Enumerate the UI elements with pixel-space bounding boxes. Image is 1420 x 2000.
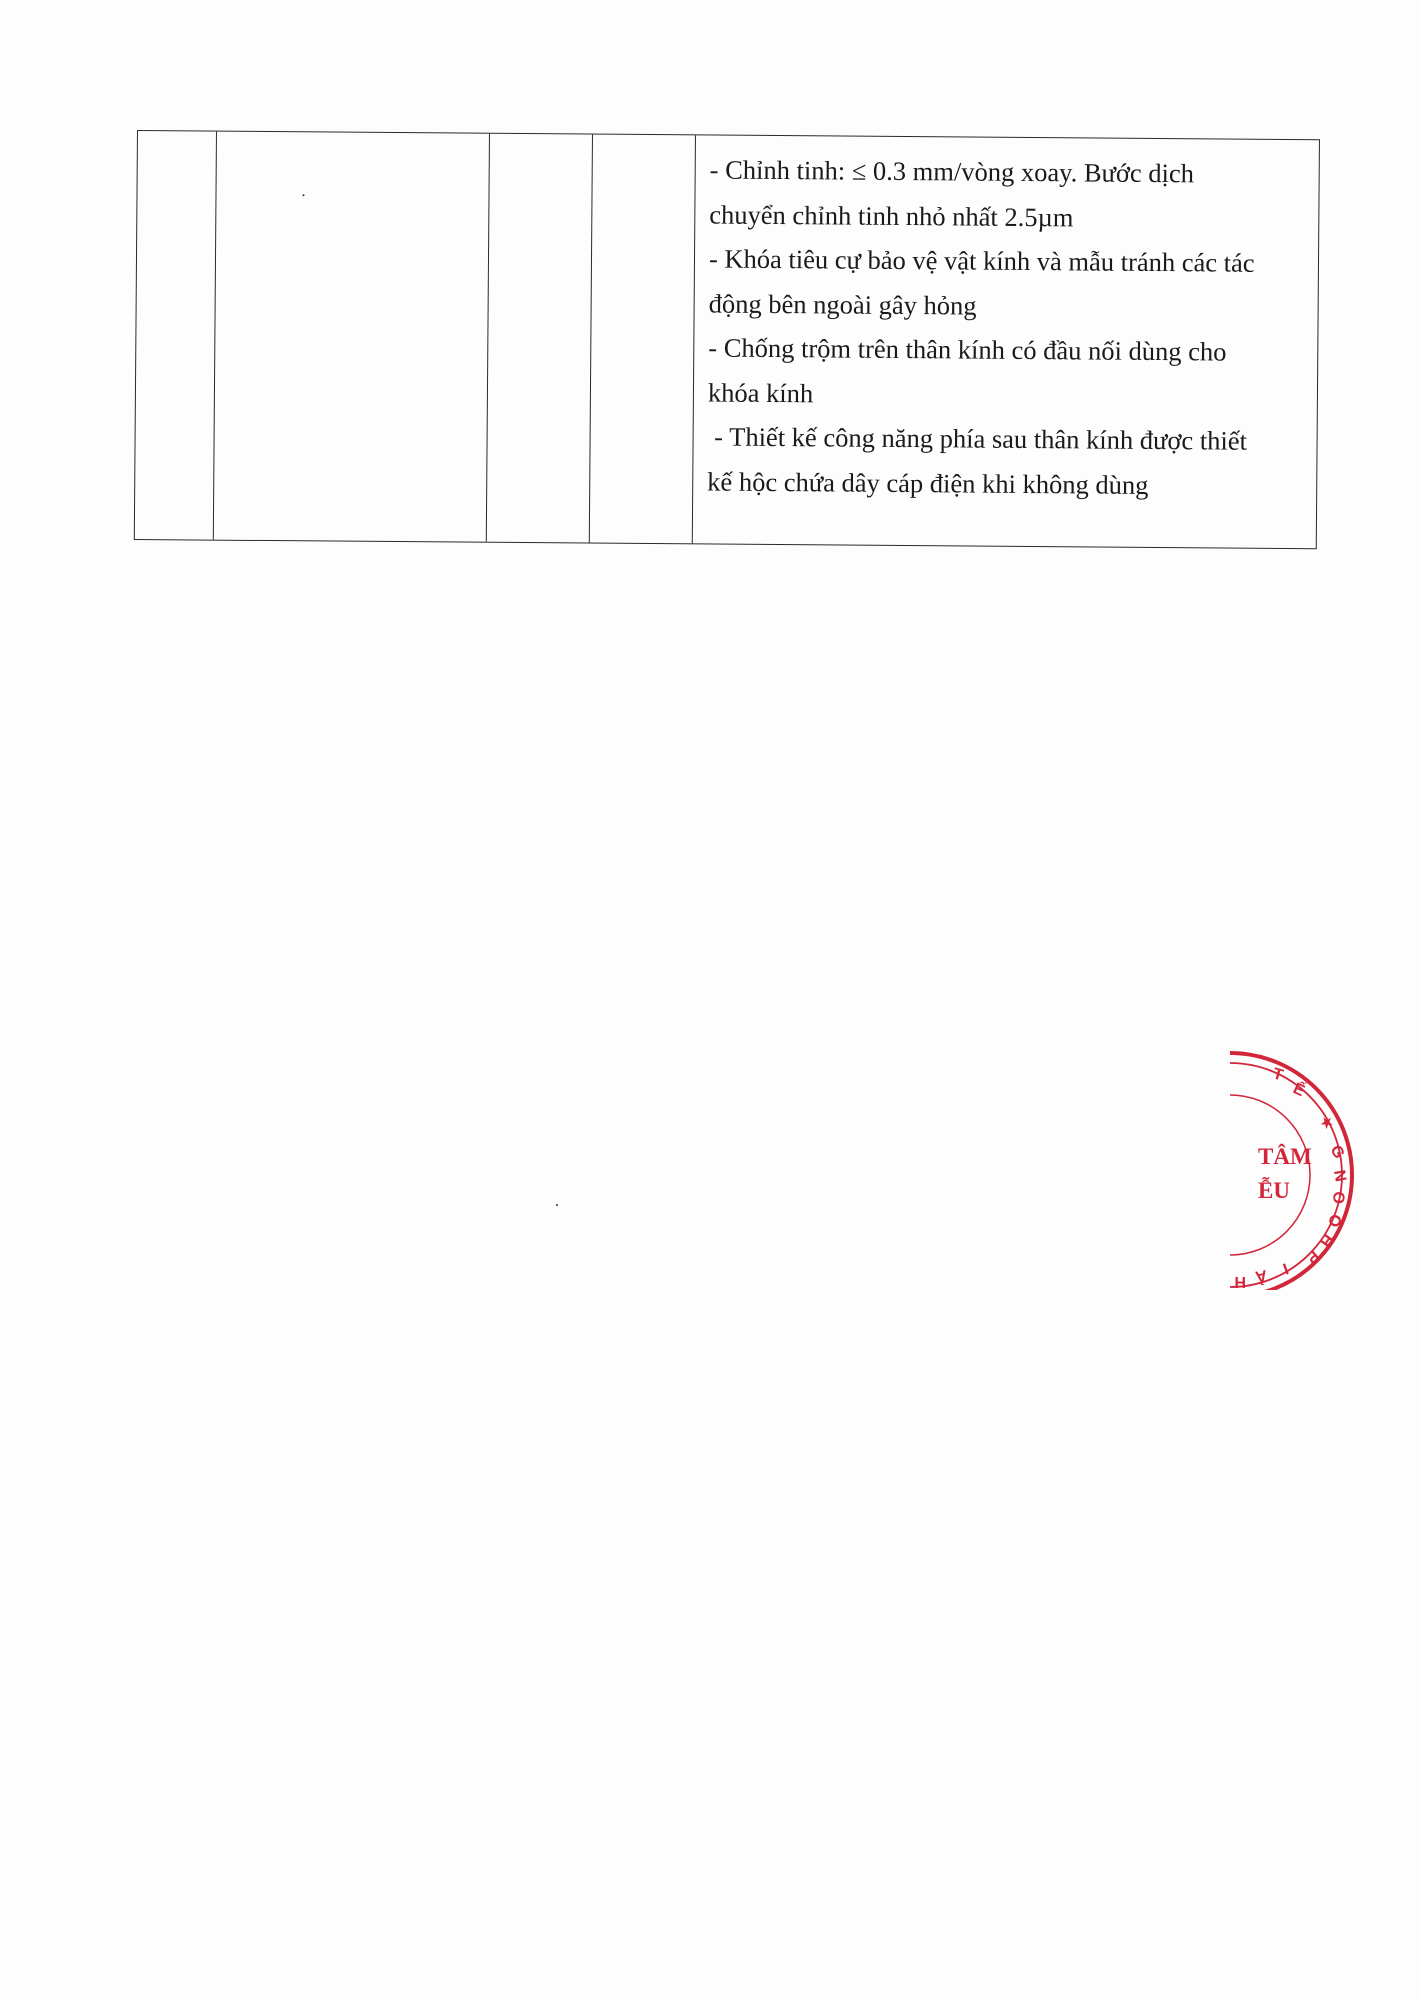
specification-table (134, 130, 1320, 549)
spec-line: - Chống trộm trên thân kính có đầu nối dùng cho (708, 332, 1227, 367)
svg-text:P: P (1303, 1246, 1323, 1267)
spec-line: kế hộc chứa dây cáp điện khi không dùng (707, 465, 1149, 500)
svg-text:T: T (1270, 1065, 1285, 1085)
spec-line: - Khóa tiêu cự bảo vệ vật kính và mẫu tránh các tác (708, 243, 1255, 278)
stamp-center-text (1258, 1140, 1312, 1208)
svg-text:Ế: Ế (1290, 1080, 1308, 1101)
spec-line: động bên ngoài gây hỏng (708, 287, 977, 321)
spec-line: - Chỉnh tinh: ≤ 0.3 mm/vòng xoay. Bước dịch (709, 154, 1195, 189)
svg-text:O: O (1328, 1190, 1347, 1205)
spec-line: - Thiết kế công năng phía sau thân kính được thiết (707, 421, 1248, 456)
svg-text:H: H (1316, 1230, 1337, 1250)
stamp-text-line: TÂM (1258, 1144, 1312, 1169)
table-column-divider (486, 134, 490, 542)
scan-speck (302, 194, 304, 196)
specification-cell (707, 147, 1310, 508)
table-column-divider (589, 135, 593, 543)
svg-text:H: H (1234, 1273, 1246, 1290)
svg-text:G: G (1326, 1142, 1348, 1162)
spec-line: khóa kính (707, 376, 814, 408)
table-column-divider (213, 132, 217, 540)
svg-text:N: N (1330, 1168, 1349, 1184)
svg-text:Ò: Ò (1323, 1211, 1345, 1230)
table-column-divider (692, 135, 696, 543)
scan-speck (556, 1204, 558, 1206)
stamp-text-line: ỄU (1258, 1178, 1290, 1203)
svg-text:I: I (1280, 1259, 1291, 1277)
official-stamp (1230, 1050, 1390, 1290)
spec-line: chuyển chỉnh tinh nhỏ nhất 2.5µm (709, 198, 1074, 232)
svg-text:Ả: Ả (1253, 1266, 1269, 1285)
svg-text:★: ★ (1315, 1112, 1338, 1135)
